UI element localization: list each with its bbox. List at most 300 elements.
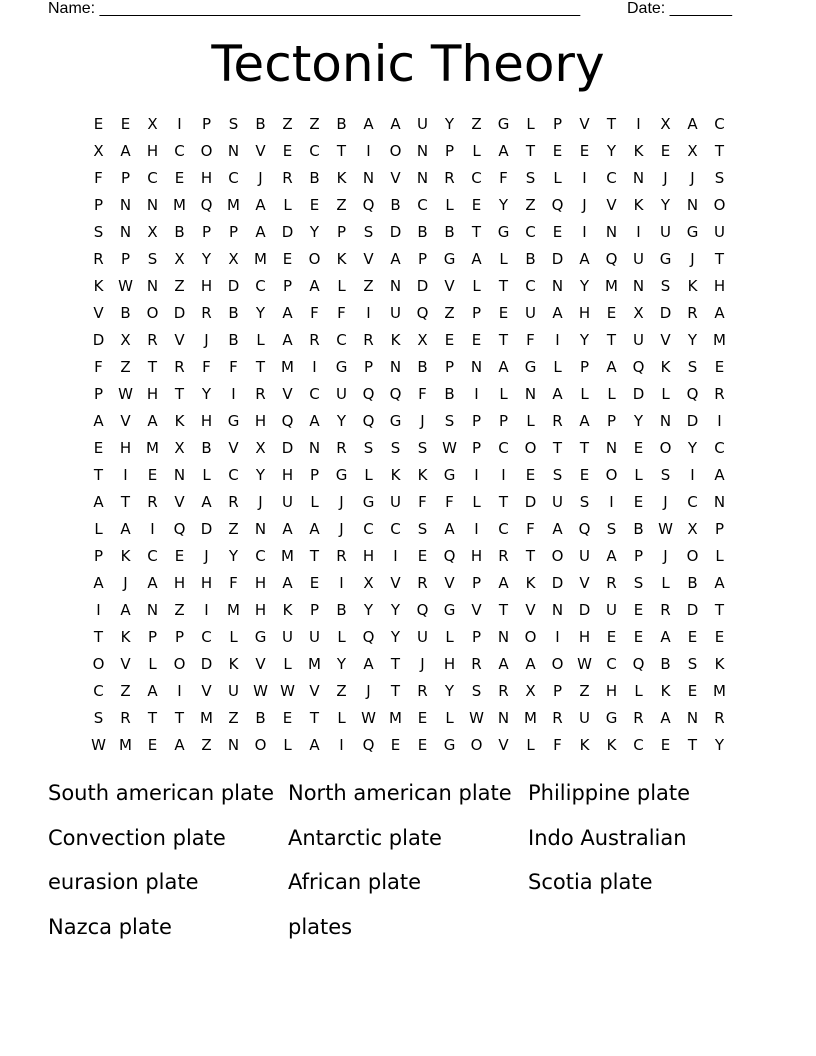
grid-letter: E [282,142,293,160]
grid-letter: C [714,115,725,133]
grid-letter: E [714,628,725,646]
grid-letter: P [201,223,212,241]
grid-letter: N [551,277,564,295]
grid-letter: P [633,547,644,565]
grid-letter: V [390,169,401,187]
grid-letter: T [174,709,185,727]
grid-letter: S [228,115,239,133]
grid-letter: R [606,574,617,592]
grid-letter: K [687,277,698,295]
grid-letter: P [363,358,374,376]
grid-letter: L [337,709,346,727]
grid-letter: L [337,277,346,295]
grid-letter: K [336,169,347,187]
grid-letter: N [524,385,537,403]
grid-letter: O [200,142,213,160]
grid-letter: J [204,331,209,349]
grid-letter: Y [498,196,509,214]
grid-letter: V [255,655,266,673]
grid-row [85,489,733,516]
grid-letter: R [147,331,158,349]
grid-letter: X [633,304,644,322]
grid-letter: A [471,250,482,268]
grid-letter: M [200,709,213,727]
grid-letter: R [498,547,509,565]
grid-letter: V [471,601,482,619]
grid-letter: N [416,169,429,187]
grid-letter: D [659,304,672,322]
grid-row [85,408,733,435]
grid-letter: X [93,142,104,160]
grid-letter: F [553,736,562,754]
grid-letter: A [282,331,293,349]
grid-letter: P [282,277,293,295]
grid-letter: D [686,412,699,430]
grid-letter: M [281,547,294,565]
grid-row [85,435,733,462]
grid-letter: G [443,250,456,268]
grid-letter: W [442,439,457,457]
grid-letter: F [202,358,211,376]
grid-letter: M [281,358,294,376]
grid-letter: N [146,196,159,214]
grid-letter: A [687,115,698,133]
grid-letter: I [555,628,560,646]
worksheet-header [48,0,748,21]
grid-letter: V [363,250,374,268]
grid-letter: B [444,223,455,241]
word-bank-item: eurasion plate [48,870,199,894]
grid-letter: N [389,358,402,376]
grid-letter: L [256,331,265,349]
grid-letter: A [309,520,320,538]
grid-letter: R [309,331,320,349]
grid-letter: F [445,493,454,511]
grid-letter: K [606,736,617,754]
grid-letter: Y [444,682,455,700]
grid-letter: D [281,439,294,457]
grid-letter: V [120,412,131,430]
grid-letter: B [390,196,401,214]
grid-letter: D [92,331,105,349]
grid-letter: S [147,250,158,268]
grid-letter: S [471,682,482,700]
grid-letter: J [663,547,668,565]
grid-letter: X [174,439,185,457]
grid-letter: E [552,142,563,160]
grid-letter: I [339,574,344,592]
grid-letter: G [524,358,537,376]
grid-letter: R [174,358,185,376]
grid-letter: K [525,574,536,592]
grid-letter: B [174,223,185,241]
grid-letter: E [633,628,644,646]
grid-row [85,705,733,732]
grid-letter: Q [578,520,591,538]
grid-letter: L [445,709,454,727]
grid-letter: W [280,682,295,700]
grid-letter: N [686,709,699,727]
grid-letter: D [578,601,591,619]
grid-letter: A [498,142,509,160]
grid-letter: N [605,439,618,457]
grid-letter: E [633,493,644,511]
grid-letter: C [390,520,401,538]
grid-letter: L [580,385,589,403]
grid-letter: V [255,142,266,160]
grid-letter: M [173,196,186,214]
grid-letter: Q [200,196,213,214]
grid-letter: K [390,466,401,484]
grid-letter: F [418,385,427,403]
grid-letter: Z [525,196,536,214]
grid-letter: D [173,304,186,322]
grid-letter: L [553,358,562,376]
grid-letter: E [579,142,590,160]
grid-letter: O [659,439,672,457]
grid-letter: A [579,412,590,430]
grid-row [85,678,733,705]
grid-letter: Z [201,736,212,754]
grid-letter: T [552,439,563,457]
grid-letter: Q [416,304,429,322]
grid-row [85,543,733,570]
grid-letter: E [498,304,509,322]
grid-letter: P [336,223,347,241]
grid-letter: E [687,628,698,646]
grid-letter: E [633,601,644,619]
grid-letter: Y [579,331,590,349]
grid-letter: K [714,655,725,673]
grid-letter: F [499,169,508,187]
word-bank-row [48,909,768,954]
grid-letter: T [579,439,590,457]
grid-letter: C [309,385,320,403]
grid-letter: U [579,547,590,565]
grid-letter: Z [579,682,590,700]
grid-letter: H [146,385,159,403]
grid-letter: T [390,682,401,700]
grid-letter: R [336,439,347,457]
grid-letter: A [255,223,266,241]
grid-letter: G [686,223,699,241]
grid-letter: X [147,223,158,241]
grid-letter: M [605,277,618,295]
grid-letter: S [363,439,374,457]
grid-letter: N [686,196,699,214]
grid-letter: C [228,169,239,187]
grid-letter: A [498,655,509,673]
grid-letter: R [363,331,374,349]
grid-letter: V [444,574,455,592]
grid-letter: P [93,196,104,214]
grid-letter: V [201,682,212,700]
word-bank-item: Scotia plate [528,870,653,894]
word-bank [48,775,768,953]
grid-letter: A [201,493,212,511]
grid-letter: L [499,385,508,403]
grid-row [85,165,733,192]
grid-letter: P [579,358,590,376]
grid-letter: A [714,304,725,322]
grid-letter: S [417,520,428,538]
grid-letter: I [393,547,398,565]
grid-letter: U [417,115,428,133]
grid-row [85,192,733,219]
grid-letter: H [200,277,213,295]
grid-letter: X [525,682,536,700]
grid-row [85,570,733,597]
grid-letter: F [94,358,103,376]
grid-letter: T [174,385,185,403]
grid-letter: R [417,682,428,700]
grid-letter: J [204,547,209,565]
grid-letter: L [229,628,238,646]
grid-letter: B [228,304,239,322]
grid-letter: E [660,142,671,160]
grid-letter: E [606,628,617,646]
grid-letter: Q [281,412,294,430]
grid-letter: E [606,304,617,322]
grid-letter: O [146,304,159,322]
grid-letter: C [201,628,212,646]
grid-letter: H [443,655,456,673]
grid-letter: P [309,601,320,619]
grid-letter: N [605,223,618,241]
grid-letter: O [254,736,267,754]
grid-letter: O [713,196,726,214]
grid-letter: Z [120,358,131,376]
grid-letter: T [714,601,725,619]
grid-letter: M [524,709,537,727]
grid-letter: I [474,385,479,403]
grid-letter: G [443,736,456,754]
grid-letter: B [525,250,536,268]
grid-letter: M [227,601,240,619]
grid-letter: A [147,412,158,430]
grid-letter: Q [362,412,375,430]
grid-letter: D [551,574,564,592]
grid-letter: E [93,115,104,133]
grid-letter: V [525,601,536,619]
grid-letter: A [606,358,617,376]
grid-letter: A [498,574,509,592]
grid-letter: S [714,169,725,187]
word-bank-row [48,820,768,865]
grid-letter: S [444,412,455,430]
grid-row [85,273,733,300]
grid-letter: A [552,520,563,538]
grid-letter: H [254,412,267,430]
grid-row [85,462,733,489]
grid-letter: N [119,196,132,214]
grid-letter: P [552,682,563,700]
grid-letter: E [687,682,698,700]
grid-letter: Z [363,277,374,295]
grid-letter: E [174,169,185,187]
grid-row [85,732,733,759]
grid-letter: H [254,574,267,592]
grid-letter: E [417,736,428,754]
grid-letter: C [147,547,158,565]
grid-letter: N [632,169,645,187]
grid-letter: O [470,736,483,754]
grid-letter: L [202,466,211,484]
grid-letter: E [417,709,428,727]
grid-letter: A [174,736,185,754]
grid-letter: A [120,520,131,538]
grid-letter: B [120,304,131,322]
grid-letter: W [118,277,133,295]
grid-row [85,246,733,273]
grid-letter: A [282,304,293,322]
grid-letter: T [606,331,617,349]
word-bank-item: Antarctic plate [288,825,442,850]
grid-letter: N [389,277,402,295]
grid-letter: L [634,466,643,484]
grid-letter: A [390,250,401,268]
grid-letter: X [687,142,698,160]
grid-letter: P [120,250,131,268]
grid-letter: I [366,142,371,160]
grid-letter: F [310,304,319,322]
grid-letter: M [119,736,132,754]
grid-letter: A [147,682,158,700]
grid-letter: C [606,169,617,187]
grid-letter: E [147,466,158,484]
grid-letter: I [582,223,587,241]
grid-letter: Y [390,628,401,646]
grid-letter: L [715,547,724,565]
grid-letter: U [633,331,644,349]
grid-letter: P [471,412,482,430]
grid-letter: Q [443,547,456,565]
grid-letter: T [498,493,509,511]
grid-letter: S [417,439,428,457]
puzzle-title: Tectonic Theory [211,35,605,93]
grid-letter: P [93,385,104,403]
grid-letter: M [227,196,240,214]
grid-letter: H [119,439,132,457]
grid-letter: J [690,169,695,187]
grid-letter: P [471,628,482,646]
grid-letter: B [417,223,428,241]
grid-letter: Y [309,223,320,241]
grid-letter: A [390,115,401,133]
grid-letter: S [579,493,590,511]
grid-letter: L [283,196,292,214]
grid-letter: B [255,709,266,727]
grid-letter: O [524,628,537,646]
grid-letter: C [336,331,347,349]
grid-letter: J [258,169,263,187]
grid-letter: Z [174,601,185,619]
grid-letter: M [146,439,159,457]
grid-letter: K [93,277,104,295]
grid-letter: U [282,493,293,511]
grid-letter: Q [362,736,375,754]
grid-letter: I [339,736,344,754]
grid-letter: K [120,547,131,565]
grid-row [85,138,733,165]
grid-letter: A [660,628,671,646]
grid-letter: Y [201,250,212,268]
grid-letter: F [94,169,103,187]
grid-letter: K [633,196,644,214]
grid-letter: C [633,736,644,754]
grid-letter: A [309,412,320,430]
grid-letter: E [579,466,590,484]
grid-letter: R [336,547,347,565]
grid-letter: L [283,655,292,673]
grid-letter: Y [606,142,617,160]
grid-letter: E [390,736,401,754]
grid-letter: T [390,655,401,673]
grid-letter: E [282,709,293,727]
grid-letter: T [93,466,104,484]
grid-letter: Y [255,466,266,484]
grid-letter: Q [605,250,618,268]
grid-letter: F [418,493,427,511]
grid-letter: O [92,655,105,673]
grid-letter: P [309,466,320,484]
grid-letter: J [663,493,668,511]
grid-letter: P [201,115,212,133]
word-bank-item: Philippine plate [528,781,691,805]
grid-letter: A [93,412,104,430]
grid-letter: I [204,601,209,619]
grid-letter: S [606,520,617,538]
grid-letter: N [659,412,672,430]
grid-letter: C [471,169,482,187]
grid-letter: X [255,439,266,457]
grid-letter: H [470,547,483,565]
grid-letter: L [364,466,373,484]
grid-letter: E [444,331,455,349]
grid-letter: D [551,250,564,268]
grid-letter: V [606,196,617,214]
grid-letter: A [282,574,293,592]
grid-letter: Q [362,385,375,403]
grid-letter: I [474,520,479,538]
grid-letter: P [471,574,482,592]
grid-letter: I [474,466,479,484]
grid-letter: N [146,601,159,619]
grid-letter: U [336,385,347,403]
grid-letter: G [605,709,618,727]
grid-letter: A [714,574,725,592]
grid-letter: Q [173,520,186,538]
grid-letter: L [661,574,670,592]
grid-letter: I [717,412,722,430]
grid-letter: P [714,520,725,538]
grid-letter: T [120,493,131,511]
grid-letter: R [552,709,563,727]
grid-letter: C [147,169,158,187]
grid-letter: L [472,142,481,160]
grid-letter: B [444,385,455,403]
grid-row [85,516,733,543]
grid-letter: Y [390,601,401,619]
grid-letter: M [713,682,726,700]
grid-letter: E [120,115,131,133]
grid-letter: X [228,250,239,268]
grid-letter: O [551,655,564,673]
grid-letter: X [120,331,131,349]
grid-letter: E [633,439,644,457]
grid-letter: T [336,142,347,160]
grid-letter: H [578,628,591,646]
